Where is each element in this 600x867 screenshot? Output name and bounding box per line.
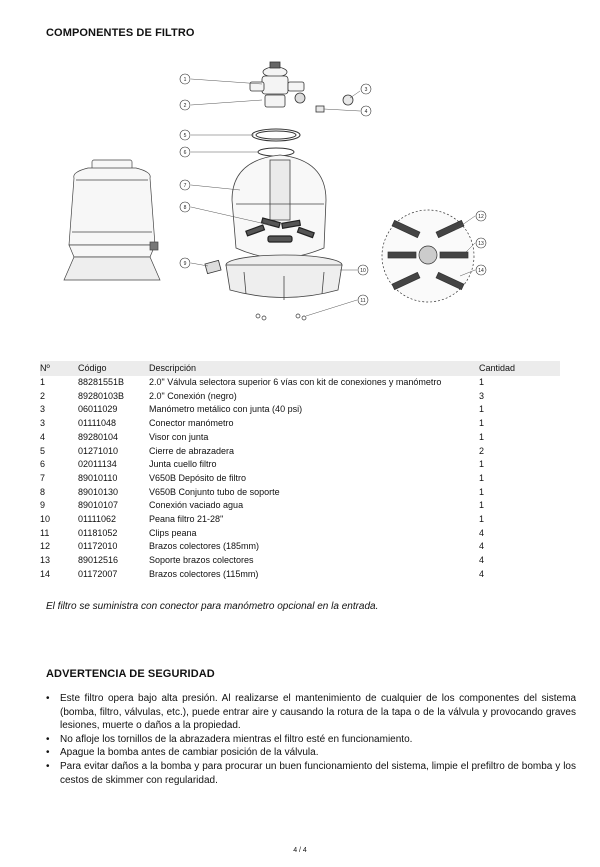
table-row xyxy=(40,458,560,472)
table-row xyxy=(40,527,560,541)
cell-description: Brazos colectores (115mm) xyxy=(149,568,259,579)
table-row xyxy=(40,499,560,513)
cell-quantity: 1 xyxy=(479,486,485,497)
cell-code: 01111062 xyxy=(78,514,117,525)
warning-text: Este filtro opera bajo alta presión. Al realizarse el mantenimiento de cualquier de los componentes del sistema (bomba, filtro, válvulas, etc.), puede entrar aire y causando la rotura de la tapa o de la válvula y provocando graves lesiones, muerte o daños a la propiedad. xyxy=(60,693,576,732)
cell-number: 3 xyxy=(40,418,46,429)
clamp-ring-illustration xyxy=(252,129,300,156)
callout-8 xyxy=(180,202,190,212)
svg-text:8: 8 xyxy=(183,204,187,211)
table-row xyxy=(40,376,560,390)
svg-text:12: 12 xyxy=(478,213,484,220)
table-row xyxy=(40,540,560,554)
column-header-quantity: Cantidad xyxy=(479,361,560,376)
table-row xyxy=(40,390,560,404)
cell-quantity: 1 xyxy=(479,500,485,511)
warning-text: Para evitar daños a la bomba y para procurar un buen funcionamiento del sistema, limpie el prefiltro de bomba y los cestos de skimmer con regularidad. xyxy=(60,760,576,786)
svg-text:4: 4 xyxy=(364,108,368,115)
svg-text:11: 11 xyxy=(360,297,366,304)
cell-quantity: 1 xyxy=(479,472,485,483)
section-title-components: COMPONENTES DE FILTRO xyxy=(46,27,195,39)
list-item xyxy=(46,692,576,733)
cell-code: 06011029 xyxy=(78,404,118,415)
table-row xyxy=(40,417,560,431)
table-row xyxy=(40,554,560,568)
cell-description: 2.0" Conexión (negro) xyxy=(149,390,237,401)
cell-number: 13 xyxy=(40,555,51,566)
svg-text:1: 1 xyxy=(183,76,187,83)
callout-13 xyxy=(476,238,486,248)
list-item xyxy=(46,746,576,760)
cell-code: 01172007 xyxy=(78,568,118,579)
bullet-icon: • xyxy=(46,760,50,772)
section-title-safety-warning: ADVERTENCIA DE SEGURIDAD xyxy=(46,668,215,680)
callout-9 xyxy=(180,258,190,268)
cell-code: 89010110 xyxy=(78,472,118,483)
callout-2 xyxy=(180,100,190,110)
svg-text:6: 6 xyxy=(183,149,187,156)
cell-code: 01271010 xyxy=(78,445,119,456)
cell-description: Junta cuello filtro xyxy=(149,459,217,470)
cell-code: 89280103B xyxy=(78,390,125,401)
cell-quantity: 1 xyxy=(479,514,485,525)
cell-number: 11 xyxy=(40,527,50,538)
cell-quantity: 4 xyxy=(479,568,485,579)
cell-number: 6 xyxy=(40,459,46,470)
table-row xyxy=(40,513,560,527)
cell-number: 3 xyxy=(40,404,46,415)
bullet-icon: • xyxy=(46,747,50,759)
svg-text:9: 9 xyxy=(183,260,187,267)
cell-code: 89010107 xyxy=(78,500,119,511)
cell-code: 89012516 xyxy=(78,555,119,566)
cell-quantity: 1 xyxy=(479,459,485,470)
assembled-filter-illustration xyxy=(64,160,160,280)
cell-description: Cierre de abrazadera xyxy=(149,445,235,456)
list-item xyxy=(46,760,576,787)
cell-description: Peana filtro 21-28'' xyxy=(149,514,224,525)
callout-14 xyxy=(476,265,486,275)
cell-description: V650B Conjunto tubo de soporte xyxy=(149,486,280,497)
svg-text:13: 13 xyxy=(478,240,484,247)
callout-5 xyxy=(180,130,190,140)
cell-number: 4 xyxy=(40,431,46,442)
cell-quantity: 1 xyxy=(479,404,485,415)
table-row xyxy=(40,568,560,582)
cell-description: V650B Depósito de filtro xyxy=(149,472,247,483)
cell-description: 2.0" Válvula selectora superior 6 vías con kit de conexiones y manómetro xyxy=(149,377,442,387)
filter-note: El filtro se suministra con conector para manómetro opcional en la entrada. xyxy=(46,601,379,612)
warning-text: Apague la bomba antes de cambiar posición de la válvula. xyxy=(60,747,319,759)
cell-description: Clips peana xyxy=(149,527,197,538)
cell-description: Conexión vaciado agua xyxy=(149,500,244,511)
base-stand-illustration xyxy=(226,255,342,300)
bullet-icon: • xyxy=(46,693,50,704)
svg-text:2: 2 xyxy=(183,102,187,109)
callout-11 xyxy=(358,295,368,305)
cell-code: 01181052 xyxy=(78,527,118,538)
callout-3 xyxy=(361,84,371,94)
table-header-row xyxy=(40,361,560,376)
warning-text: No afloje los tornillos de la abrazadera mientras el filtro esté en funcionamiento. xyxy=(60,733,413,745)
cell-code: 89010130 xyxy=(78,486,119,497)
table-row xyxy=(40,486,560,500)
cell-number: 9 xyxy=(40,500,46,511)
cell-description: Brazos colectores (185mm) xyxy=(149,541,260,552)
list-item xyxy=(46,733,576,747)
cell-quantity: 3 xyxy=(479,390,485,401)
callout-4 xyxy=(361,106,371,116)
cell-number: 12 xyxy=(40,541,51,552)
cell-quantity: 2 xyxy=(479,445,485,456)
parts-table xyxy=(40,361,560,582)
table-row xyxy=(40,445,560,459)
cell-description: Soporte brazos colectores xyxy=(149,555,254,566)
column-header-number: Nº xyxy=(40,361,78,376)
cell-quantity: 1 xyxy=(479,377,485,387)
cell-code: 02011134 xyxy=(78,459,117,470)
cell-quantity: 4 xyxy=(479,555,485,566)
cell-description: Visor con junta xyxy=(149,431,209,442)
table-row xyxy=(40,403,560,417)
cell-number: 5 xyxy=(40,445,46,456)
column-header-code: Código xyxy=(78,361,149,376)
cell-description: Conector manómetro xyxy=(149,418,234,429)
bullet-icon: • xyxy=(46,733,50,745)
cell-quantity: 1 xyxy=(479,431,485,442)
cell-code: 01172010 xyxy=(78,541,118,552)
cell-quantity: 4 xyxy=(479,541,485,552)
filter-exploded-diagram xyxy=(0,0,600,360)
svg-text:3: 3 xyxy=(364,86,368,93)
callout-6 xyxy=(180,147,190,157)
table-row xyxy=(40,431,560,445)
svg-text:5: 5 xyxy=(183,132,187,139)
callout-12 xyxy=(476,211,486,221)
parts-table-body xyxy=(40,376,560,582)
page-number: 4 / 4 xyxy=(293,847,307,854)
cell-description: Manómetro metálico con junta (40 psi) xyxy=(149,404,303,415)
cell-code: 88281551B xyxy=(78,377,125,387)
svg-text:10: 10 xyxy=(360,267,366,274)
callout-1 xyxy=(180,74,190,84)
cell-number: 7 xyxy=(40,472,46,483)
table-row xyxy=(40,472,560,486)
callout-7 xyxy=(180,180,190,190)
cell-number: 14 xyxy=(40,568,51,579)
safety-warning-list xyxy=(46,692,576,787)
cell-number: 2 xyxy=(40,390,46,401)
lateral-hub-illustration xyxy=(382,210,474,302)
cell-quantity: 1 xyxy=(479,418,485,429)
cell-quantity: 4 xyxy=(479,527,485,538)
cell-code: 89280104 xyxy=(78,431,119,442)
cell-code: 01111048 xyxy=(78,418,117,429)
cell-number: 10 xyxy=(40,514,51,525)
svg-text:14: 14 xyxy=(478,267,484,274)
cell-number: 1 xyxy=(40,377,46,387)
column-header-description: Descripción xyxy=(149,361,479,376)
svg-text:7: 7 xyxy=(183,182,187,189)
callout-10 xyxy=(358,265,368,275)
cell-number: 8 xyxy=(40,486,46,497)
